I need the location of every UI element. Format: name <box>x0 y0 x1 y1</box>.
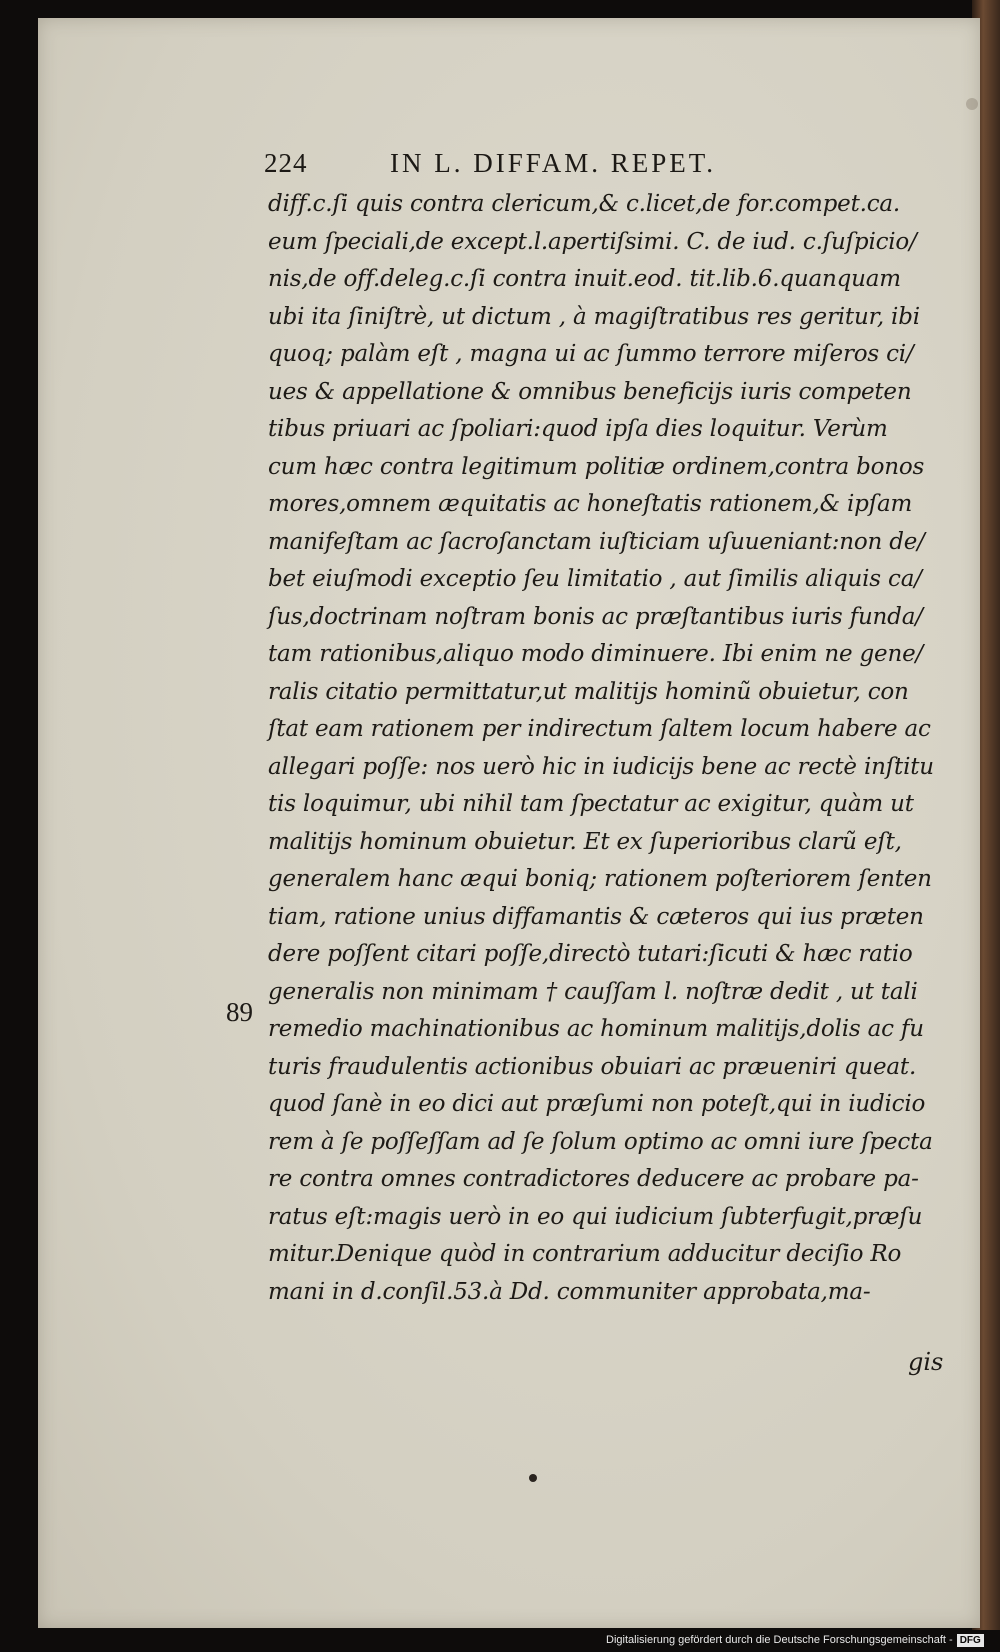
text-line: ratus eſt:magis uerò in eo qui iudicium ſubterfugit,præſu <box>268 1203 923 1230</box>
text-line: ſus,doctrinam noſtram bonis ac præſtantibus iuris funda/ <box>268 603 923 630</box>
text-line: re contra omnes contradictores deducere ac probare pa- <box>268 1166 919 1192</box>
text-line: quod ſanè in eo dici aut præſumi non poteſt,qui in iudicio <box>268 1091 926 1117</box>
text-line: eum ſpeciali,de except.l.apertiſsimi. C. de iud. c.ſuſpicio/ <box>268 228 917 255</box>
text-line: diff.c.ſi quis contra clericum,& c.licet,de for.compet.ca. <box>268 191 901 217</box>
text-line: ralis citatio permittatur,ut malitijs hominũ obuietur, con <box>268 678 909 705</box>
text-line: generalem hanc æqui boniq; rationem poſteriorem ſenten <box>268 866 932 892</box>
text-line: allegari poſſe: nos uerò hic in iudicijs bene ac rectè inſtitu <box>268 753 934 780</box>
text-line: turis fraudulentis actionibus obuiari ac præueniri queat. <box>268 1053 917 1080</box>
text-line: tam rationibus,aliquo modo diminuere. Ibi enim ne gene/ <box>268 641 924 667</box>
text-line: remedio machinationibus ac hominum malitijs,dolis ac fu <box>268 1016 924 1042</box>
text-line: nis,de off.deleg.c.ſi contra inuit.eod. tit.lib.6.quanquam <box>268 266 901 292</box>
footer-text: Digitalisierung gefördert durch die Deutsche Forschungsgemeinschaft - <box>606 1634 953 1646</box>
digitization-footer <box>606 1630 984 1650</box>
text-line: mores,omnem æquitatis ac honeſtatis rationem,& ipſam <box>268 491 913 517</box>
text-line: dere poſſent citari poſſe,directò tutari:ſicuti & hæc ratio <box>268 941 913 967</box>
catchword: gis <box>908 1348 944 1376</box>
running-title: IN L. DIFFAM. REPET. <box>390 148 717 178</box>
body-text <box>268 186 948 1311</box>
text-line: generalis non minimam † cauſſam l. noſtræ dedit , ut tali <box>268 978 918 1005</box>
text-line: mani in d.conſil.53.à Dd. communiter approbata,ma- <box>268 1278 871 1305</box>
text-line: tiam, ratione unius diffamantis & cæteros qui ius præten <box>268 903 924 930</box>
text-line: quoq; palàm eſt , magna ui ac ſummo terrore miſeros ci/ <box>268 341 914 367</box>
text-line: tibus priuari ac ſpoliari:quod ipſa dies loquitur. Verùm <box>268 416 888 442</box>
text-line: tis loquimur, ubi nihil tam ſpectatur ac exigitur, quàm ut <box>268 791 914 817</box>
text-line: manifeſtam ac ſacroſanctam iuſticiam uſuueniant:non de/ <box>268 528 925 555</box>
text-line: mitur.Denique quòd in contrarium adducitur deciſio Ro <box>268 1241 902 1267</box>
page-number: 224 <box>264 148 308 178</box>
text-line: ues & appellatione & omnibus beneficijs iuris competen <box>268 378 912 405</box>
text-line: malitijs hominum obuietur. Et ex ſuperioribus clarũ eſt, <box>268 828 902 855</box>
text-line: cum hæc contra legitimum politiæ ordinem,contra bonos <box>268 453 925 480</box>
text-line: ſtat eam rationem per indirectum ſaltem locum habere ac <box>268 716 931 742</box>
text-line: ubi ita ſiniſtrè, ut dictum , à magiſtratibus res geritur, ibi <box>268 303 920 330</box>
text-line: rem à ſe poſſeſſam ad ſe ſolum optimo ac omni iure ſpecta <box>268 1128 933 1155</box>
marginal-number: 89 <box>226 997 253 1027</box>
running-head <box>264 148 884 179</box>
printer-mark <box>529 1474 537 1482</box>
dfg-logo-icon: DFG <box>957 1634 984 1647</box>
paper-stain <box>966 98 978 110</box>
text-line: bet eiuſmodi exceptio ſeu limitatio , aut ſimilis aliquis ca/ <box>268 566 922 592</box>
